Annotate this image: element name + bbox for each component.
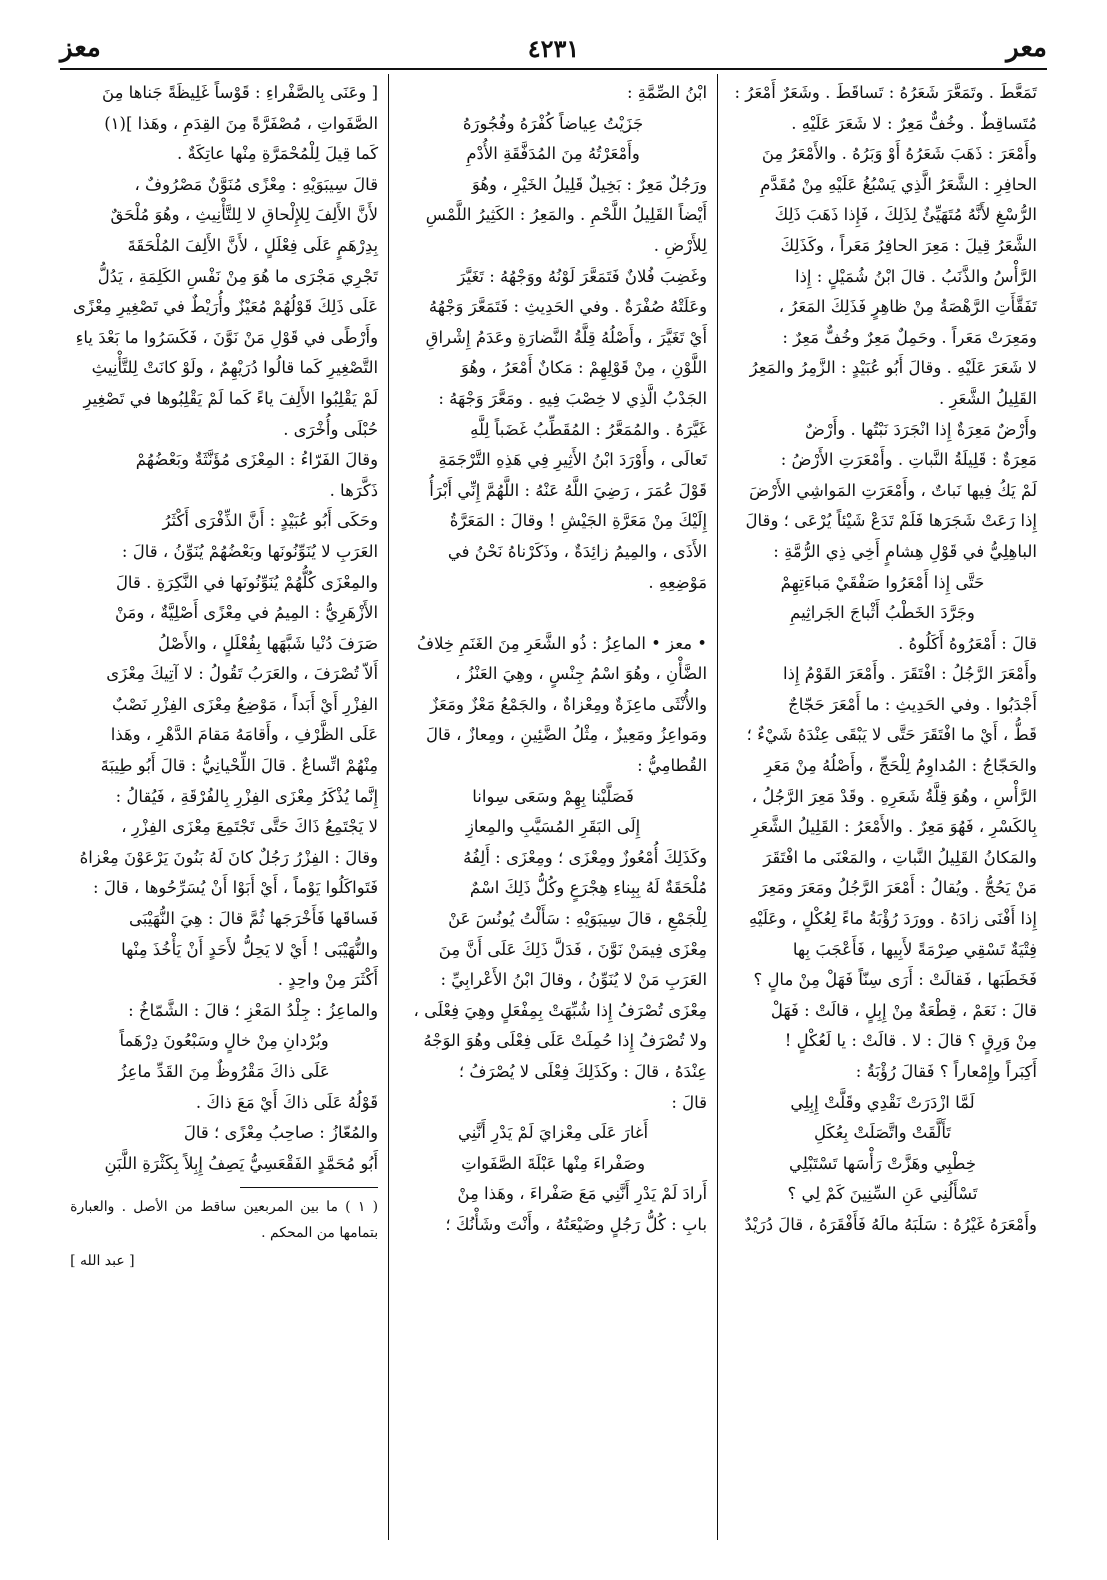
text-line: الأَذَى ، والمِيمُ زائِدَةٌ ، وذَكَرْناهُ نَحْنُ في — [447, 541, 708, 561]
text-line: ومَواعِزُ ومَعِيزٌ ، مِثْلُ الضَّئِينِ ، ومِعازٌ ، قالَ — [425, 725, 708, 745]
text-line: وقالَ الفَرّاءُ : المِعْزَى مُؤَنَّثَةٌ وبَعْضُهُمْ — [135, 450, 379, 470]
text-line: أَلاّ تُصْرَفَ ، والعَرَبُ تَقُولُ : لا آتِيكَ مِعْزَى — [106, 664, 379, 684]
text-line: فَخَطَبَها ، فَقالَتْ : أَرَى سِنّاً فَهَلْ مِنْ مالٍ ؟ — [753, 970, 1037, 990]
text-line: لَمْ يَكُ فِيها نَباتٌ ، وأَمْعَرَتِ المَواشِي الأَرْضَ — [749, 480, 1037, 500]
text-line: عَلَى الظَّرْفِ ، وأَقامَهُ مَقامَ الدَّهْرِ ، وهَذا — [110, 725, 379, 745]
text-line: الضَّأْنِ ، وهُوَ اسْمُ جِنْسٍ ، وهِيَ العَنْزُ ، — [455, 664, 708, 684]
text-line: والنُّهَيْبَى ! أَيْ لا يَحِلُّ لأَحَدٍ أَنْ يَأْخُذَ مِنْها — [121, 939, 379, 959]
text-line: الجَدْبُ الَّذِي لا خِصْبَ فِيهِ . ومَعَّرَ وَجْهَهُ : — [438, 388, 708, 408]
text-line: جَزَيْتُ عِياضاً كُفْرَهُ وفُجُورَهُ — [462, 113, 644, 133]
text-line: قالَ : — [671, 1092, 708, 1112]
text-line: وغَضِبَ فُلانٌ فَتَمَعَّرَ لَوْنُهُ ووَجْهُهُ : تَغَيَّرَ — [457, 266, 708, 286]
text-line: [ وعَنَى بِالصَّفْراءِ : قَوْساً غَلِيظَةً جَناها مِنَ — [102, 83, 379, 102]
text-line: وأَمْعَرَهُ غَيْرُهُ : سَلَبَهُ مالَهُ فَأَفْقَرَهُ ، قالَ دُرَيْدٌ — [744, 1214, 1037, 1234]
text-line: فِتْيَةٌ تَسْقِي صِرْمَةً لأَبِيها ، فَأَعْجَبَ بِها — [792, 939, 1037, 959]
text-line: مُتَساقِطٌ . وخُفٌّ مَعِرٌ : لا شَعَرَ عَلَيْهِ . — [791, 113, 1037, 133]
page-number: ٤٢٣١ — [527, 33, 580, 63]
text-line: عَلَى ذَلِكَ قَوْلُهُمْ مُعَيْزٌ وأُرَيْطٌ في تَصْغِيرِ مِعْزًى — [72, 297, 379, 317]
text-line: وكَذَلِكَ أُمْعُوزٌ ومِعْزَى ؛ ومِعْزَى : أَلِفُهُ — [463, 847, 708, 867]
text-line: اللَّوْنِ ، مِنْ قَوْلِهِمْ : مَكانٌ أَمْعَرُ ، وهُوَ — [460, 358, 708, 378]
text-line: حُبْلَى وأُخْرَى . — [283, 419, 379, 439]
text-line: إِلَيْكَ مِنْ مَعَرَّةِ الجَيْشِ ! وقالَ : المَعَرَّةُ — [449, 511, 708, 531]
text-line: لَمَّا ازْدَرَتْ نَقْدِي وقَلَّتْ إِبِلِي — [790, 1092, 975, 1112]
text-line: بِالكَسْرِ ، فَهُوَ مَعِرٌ . والأَمْعَرُ : القَلِيلُ الشَّعَرِ — [751, 817, 1037, 837]
text-line: ولا تُصْرَفُ إِذا حُمِلَتْ عَلَى فِعْلَى وهُوَ الوَجْهُ — [423, 1031, 708, 1051]
text-line: تَفَقَّأَتِ الرَّهْصَةُ مِنْ ظاهِرٍ فَذَلِكَ المَعَرُ ، — [778, 297, 1037, 317]
text-line: تَعالَى ، وأَوْرَدَ ابْنُ الأَثِيرِ فِي هَذِهِ التَّرْجَمَةِ — [438, 450, 708, 470]
text-line: الرُّسْغِ لأَنَّهُ مُتَهَيِّئٌ لِذَلِكَ ، فَإِذا ذَهَبَ ذَلِكَ — [774, 205, 1037, 225]
text-line: والحَجّاجُ : المُداوِمُ لِلْحَجِّ ، وأَصْلُهُ مِنْ مَعَرِ — [764, 756, 1037, 776]
text-line: مُلْحَقَةٌ لَهُ بِبِناءِ هِجْرَعٍ وكُلُّ ذَلِكَ اسْمٌ — [469, 878, 708, 898]
text-line: قَطُّ ، أَيْ ما افْتَقَرَ حَتَّى لا يَبْقَى عِنْدَهُ شَيْءٌ ؛ — [746, 725, 1037, 745]
text-line: الفِزْرِ أَيْ أَبَداً ، مَوْضِعُ مِعْزَى الفِزْرِ نَصْبٌ — [111, 694, 379, 714]
text-line: الصَّفَواتِ ، مُصْفَرَّةً مِنَ القِدَمِ ، وهَذا ](١) — [104, 113, 379, 133]
text-line: قَوْلَ عُمَرَ ، رَضِيَ اللَّهُ عَنْهُ : اللَّهُمَّ إِنِّي أَبْرَأُ — [429, 480, 708, 500]
text-line: الحافِرِ : الشَّعَرُ الَّذِي يَسْبُغُ عَلَيْهِ مِنْ مُقَدَّمِ — [760, 174, 1037, 194]
header-right-word: معر — [1006, 33, 1047, 63]
text-line: غَيَّرَهُ . والمُمَعَّرُ : المُقَطِّبُ غَضَباً لِلَّهِ — [470, 419, 708, 439]
column-left — [60, 74, 389, 1540]
text-line: التَّصْغِيرِ كَما قالُوا دُرَيْهِمٌ ، ولَوْ كانَتْ لِلتَّأْنِيثِ — [91, 358, 379, 378]
text-line: مَعِرَةٌ : قَلِيلَةُ النَّباتِ . وأَمْعَرَتِ الأَرْضُ : — [780, 450, 1037, 470]
text-line: بابِ : كُلُّ رَجُلٍ وضَيْعَتُهُ ، وأَنْتَ وشَأْنُكَ ؛ — [445, 1214, 708, 1234]
text-line: والمَكانُ القَلِيلُ النَّباتِ ، والمَعْنَى ما افْتَقَرَ — [763, 847, 1037, 867]
text-line: قالَ : أَمْعَرُوهُ أَكَلُوهُ . — [898, 633, 1037, 653]
text-line: تَأَلَّقَتْ واتَّصَلَتْ بِعُكَلِ — [814, 1123, 951, 1143]
text-line: ورَجُلٌ مَعِرٌ : بَخِيلٌ قَلِيلُ الخَيْرِ ، وهُوَ — [471, 174, 708, 194]
text-line: الرَّأْسِ ، وهُوَ قِلَّةُ شَعَرِهِ . وقَدْ مَعِرَ الرَّجُلُ ، — [751, 786, 1037, 806]
text-line: لأَنَّ الأَلِفَ لِلإِلْحاقِ لا لِلتَّأْنِيثِ ، وهُوَ مُلْحَقٌ — [110, 205, 379, 225]
text-line: والمُعّازُ : صاحِبُ مِعْزًى ؛ قالَ — [183, 1123, 379, 1143]
text-line: والأُنْثَى ماعِزَةٌ ومِعْزاةٌ ، والجَمْعُ مَعْزٌ ومَعَزٌ — [430, 694, 708, 714]
text-line: أَيْضاً القَلِيلُ اللَّحْمِ . والمَعِرُ : الكَثِيرُ اللَّمْسِ — [425, 205, 708, 225]
text-line: فَساقَها فَأَخْرَجَها ثُمَّ قالَ : هِيَ النُّهَيْبَى — [129, 909, 379, 929]
text-line: مِعْزَى تُصْرَفُ إِذا شُبِّهَتْ بِمِفْعَلٍ وهِيَ فِعْلَى ، — [413, 1000, 708, 1020]
header-left-word: معز — [60, 33, 101, 63]
text-line: عِنْدَهُ ، قالَ : وكَذَلِكَ فِعْلَى لا يُصْرَفُ ؛ — [458, 1062, 708, 1081]
text-line: خِطْبِي وهَزَّتْ رَأْسَها تَسْتَبْلِي — [789, 1153, 977, 1173]
text-line: مَوْضِعِهِ . — [648, 572, 708, 592]
text-line: تَسْأَلُنِي عَنِ السِّنِينَ كَمْ لِي ؟ — [787, 1184, 978, 1204]
text-line — [399, 598, 707, 629]
text-line: بِدِرْهَمٍ عَلَى فِعْلَلٍ ، لأَنَّ الأَلِفَ المُلْحَقَةَ — [127, 235, 379, 255]
text-line: عَلَى ذاكَ مَقْرُوظٌ مِنَ القَدِّ ماعِزُ — [118, 1062, 330, 1081]
text-line: مِنْهُمْ اتِّساعٌ . قالَ اللِّحْيانِيُّ : قالَ أَبُو طِيبَةَ — [100, 756, 379, 776]
page-header — [60, 28, 1047, 68]
text-line: وأَرْضٌ مَعِرَةٌ إِذا انْجَرَدَ نَبْتُها . وأَرْضٌ — [804, 419, 1037, 439]
footnote: ( ١ ) ما بين المربعين ساقط من الأصل . والعبارة بتمامها من المحكم . — [70, 1199, 379, 1242]
text-line: القُطامِيُّ : — [637, 756, 708, 776]
text-line: وأَمْعَرَ : ذَهَبَ شَعَرُهُ أَوْ وَبَرُهُ . والأَمْعَرُ مِنَ — [761, 144, 1037, 164]
text-line: كَما قِيلَ لِلْمُحْمَرَّةِ مِنْها عاتِكَةٌ . — [177, 144, 379, 164]
text-line: مِعْزَى فِيمَنْ نَوَّنَ ، فَدَلَّ ذَلِكَ عَلَى أَنَّ مِنَ — [438, 939, 708, 959]
text-line: قَوْلُهُ عَلَى ذاكَ أَيْ مَعَ ذاكَ . — [195, 1092, 379, 1112]
column-right — [718, 74, 1047, 1540]
text-line: العَرَبِ لا يُنَوِّنُونَها وبَعْضُهُمْ يُنَوِّنُ ، قالَ : — [121, 541, 379, 561]
text-line: إِنَّما يُذْكَرُ مِعْزَى الفِزْرِ بِالفُرْقَةِ ، فَيُقالُ : — [115, 786, 379, 806]
text-line: وأَرْطًى في قَوْلِ مَنْ نَوَّنَ ، فَكَسَرُوا ما بَعْدَ ياءِ — [75, 327, 379, 347]
text-line: وصَفْراءَ مِنْها عَبْلَةَ الصَّفَواتِ — [461, 1153, 646, 1173]
text-line: أَجْدَبُوا . وفي الحَدِيثِ : ما أَمْعَرَ حَجّاجٌ — [788, 694, 1037, 714]
text-line: إِلَى البَقَرِ المُسَيَّبِ والمِعازِ — [465, 817, 641, 837]
text-line: العَرَبِ مَنْ لا يُنَوِّنُ ، وقالَ ابْنُ الأَعْرابِيِّ : — [440, 970, 708, 990]
text-line: ذَكَّرَها . — [329, 480, 379, 500]
text-line: فَصَلَّيْنا بِهِمْ وسَعَى سِوانا — [472, 786, 634, 806]
text-line: مِنْ وَرِقٍ ؟ قالَ : لا . قالَتْ : يا لَعُكْلٍ ! — [784, 1031, 1037, 1051]
text-line: لَمْ يَقْلِبُوا الأَلِفَ ياءً كَما لَمْ يَقْلِبُوها في تَصْغِيرِ — [83, 388, 379, 408]
text-line: تَمَعَّطَ . وتَمَعَّرَ شَعَرُهُ : تَساقَطَ . وشَعَرٌ أَمْعَرُ : — [734, 83, 1037, 102]
text-line: الشَّعَرُ قِيلَ : مَعِرَ الحافِرُ مَعَراً ، وكَذَلِكَ — [780, 235, 1037, 255]
text-line: والماعِزُ : جِلْدُ المَعْزِ ؛ قالَ : الشَّمّاخُ : — [128, 1000, 379, 1020]
text-line: • معز • الماعِزُ : ذُو الشَّعَرِ مِنَ الغَنَمِ خِلافُ — [416, 633, 708, 653]
text-line: فَتَواكَلُوا يَوْماً ، أَيْ أَبَوْا أَنْ يُسَرِّحُوها ، قالَ : — [93, 878, 379, 898]
column-middle — [389, 74, 718, 1540]
text-line: وأَمْعَرْتُهُ مِنَ المُدَفَّقَةِ الأُدْمِ — [466, 144, 640, 164]
text-line: لا شَعَرَ عَلَيْهِ . وقالَ أَبُو عُبَيْدٍ : الزَّمِرُ والمَعِرُ — [749, 358, 1037, 378]
text-line: وحَكَى أَبُو عُبَيْدٍ : أَنَّ الذِّفْرَى أَكْثَرُ — [162, 511, 379, 531]
text-line: ومَعِرَتْ مَعَراً . وحَمِلٌ مَعِرٌ وخُفٌّ مَعِرٌ : — [782, 327, 1037, 347]
header-rule — [60, 68, 1047, 70]
text-line: لِلأَرْضِ . — [653, 235, 708, 255]
text-line: وعَلَتْهُ صُفْرَةٌ . وفي الحَدِيثِ : فَتَمَعَّرَ وَجْهُهُ — [428, 297, 708, 317]
footnote-signature: [ عبد الله ] — [70, 1253, 135, 1270]
text-line: الأَزْهَرِيُّ : المِيمُ في مِعْزًى أَصْلِيَّةٌ ، ومَنْ — [114, 603, 379, 623]
text-line: إِذا أَفْنَى زادَهُ . وورَدَ رُؤْبَةُ ماءً لِعُكْلٍ ، وعَلَيْهِ — [749, 909, 1037, 929]
text-line: الباهِلِيُّ في قَوْلِ هِشامٍ أَخِي ذِي الرُّمَّةِ : — [773, 541, 1037, 561]
text-line: مَنْ يَحُجُّ . ويُقالُ : أَمْعَرَ الرَّجُلُ ومَعَرَ ومَعِرَ — [759, 878, 1037, 898]
text-line: الرَّأْسُ والذَّنَبُ . قالَ ابْنُ شُمَيْلٍ : إِذا — [795, 266, 1037, 286]
text-line: تَجْرِي مَجْرَى ما هُوَ مِنْ نَفْسِ الكَلِمَةِ ، يَدُلُّ — [97, 266, 379, 286]
text-line: قالَ سِيبَوَيْهِ : مِعْزًى مُنَوَّنٌ مَصْرُوفٌ ، — [134, 174, 379, 194]
text-columns — [60, 74, 1047, 1540]
text-line: أَكْثَرَ مِنْ واحِدٍ . — [277, 970, 379, 990]
text-line: وأَمْعَرَ الرَّجُلُ : افْتَقَرَ . وأَمْعَرَ القَوْمُ إِذا — [783, 664, 1037, 684]
text-line: لِلْجَمْعِ ، قالَ سِيبَوَيْهِ : سَأَلْتُ يُونُسَ عَنْ — [448, 909, 708, 929]
text-line: صَرَفَ دُنْيا شَبَّهَها بِفُعْلَلٍ ، والأَصْلُ — [158, 633, 379, 653]
text-line: قالَ : نَعَمْ ، قِطْعَةٌ مِنْ إِبِلٍ ، قالَتْ : فَهَلْ — [770, 1000, 1037, 1020]
text-line: حَتَّى إِذا أَمْعَرُوا صَفْقَيْ مَباءَتِهِمْ — [780, 572, 985, 592]
text-line: وقالَ : الفِزْرُ رَجُلٌ كانَ لَهُ بَنُونَ يَرْعَوْنَ مِعْزاهُ — [79, 847, 379, 867]
text-line: أَرادَ لَمْ يَدْرِ أَنَّنِي مَعَ صَفْراءَ ، وهَذا مِنْ — [457, 1184, 708, 1204]
text-line: ابْنُ الصِّمَّةِ : — [626, 83, 708, 102]
text-line: أَغارَ عَلَى مِعْزايَ لَمْ يَدْرِ أَنَّنِي — [458, 1123, 649, 1143]
text-line: أَكِبَراً وإِمْعاراً ؟ فَقالَ رُؤْبَةُ : — [855, 1062, 1037, 1081]
text-line: لا يَجْتَمِعُ ذَاكَ حَتَّى تَجْتَمِعَ مِعْزَى الفِزْرِ ، — [121, 817, 379, 837]
text-line: أَبُو مُحَمَّدٍ الفَقْعَسِيُّ يَصِفُ إِبِلاً بِكَثْرَةِ اللَّبَنِ — [104, 1153, 379, 1173]
text-line: أَيْ تَغَيَّرَ ، وأَصْلُهُ قِلَّةُ النَّضارَةِ وعَدَمُ إِشْراقِ — [425, 327, 708, 347]
text-line: إِذا رَعَتْ شَجَرَها فَلَمْ تَدَعْ شَيْئاً يُرْعَى ؛ وقالَ — [745, 511, 1037, 531]
text-line: وجَرَّدَ الخَطْبُ أَثْباجَ الجَراثِيمِ — [790, 603, 975, 623]
text-line: وبُرْدانِ مِنْ خالٍ وسَبْعُونَ دِرْهَماً — [119, 1031, 329, 1051]
footnote-rule — [240, 1187, 379, 1188]
text-line: والمِعْزَى كُلُّهُمْ يُنَوِّنُونَها في النَّكِرَةِ . قالَ — [115, 572, 379, 592]
text-line: القَلِيلُ الشَّعَرِ . — [938, 388, 1037, 408]
